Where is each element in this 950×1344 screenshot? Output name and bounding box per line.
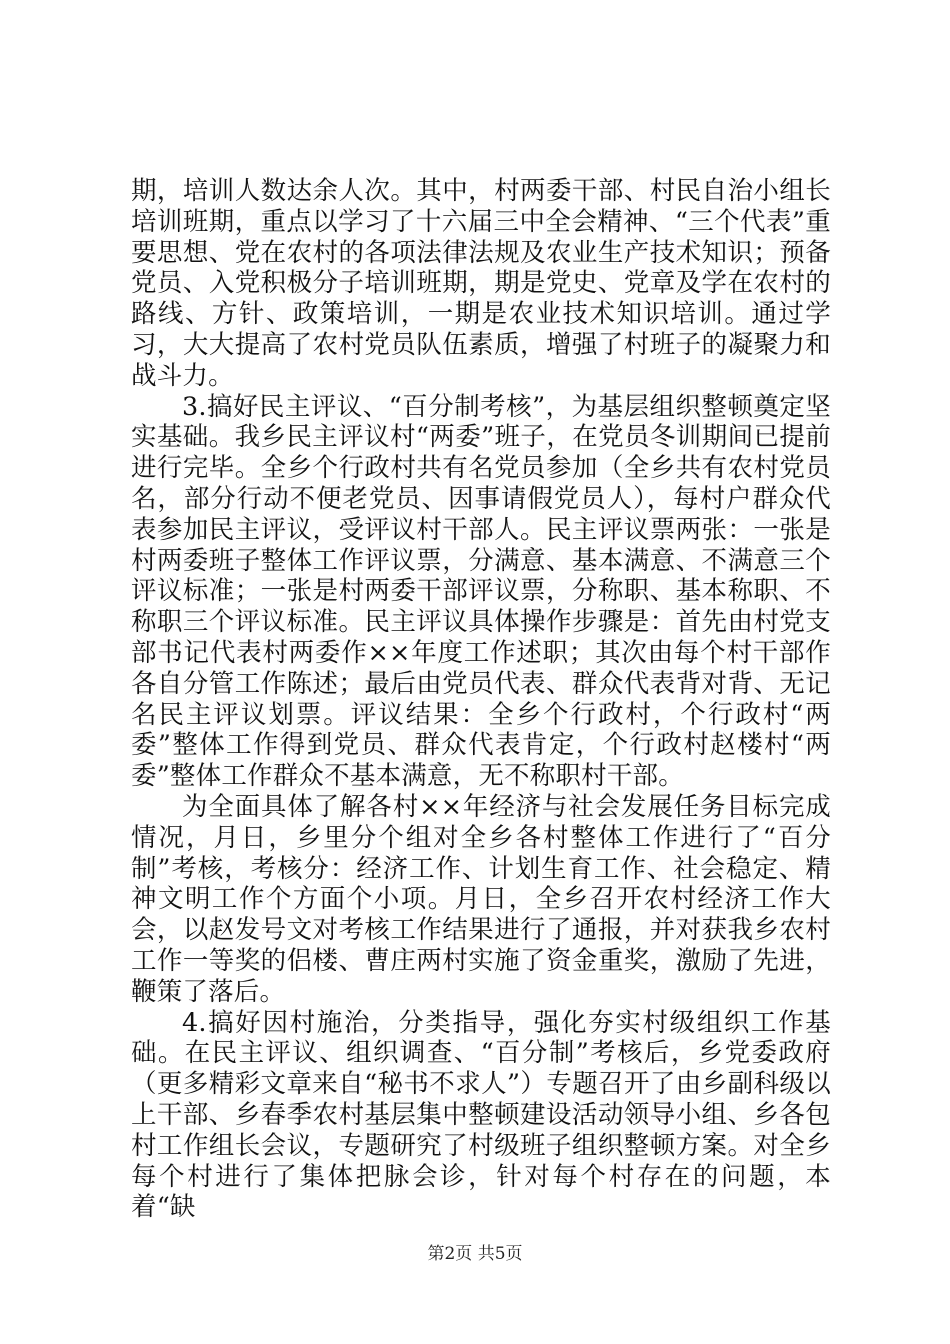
paragraph-democratic-evaluation: 3.搞好民主评议、“百分制考核”，为基层组织整顿奠定坚实基础。我乡民主评议村“两委”班子，在党员冬训期间已提前进行完毕。全乡个行政村共有名党员参加（全乡共有农村党员名，部分行动不便老党员、因事请假党员人），每村户群众代表参加民主评议，受评议村干部人。民主评议票两张：一张是村两委班子整体工作评议票，分满意、基本满意、不满意三个评议标准；一张是村两委干部评议票，分称职、基本称职、不称职三个评议标准。民主评议具体操作步骤是：首先由村党支部书记代表村两委作××年度工作述职；其次由每个村干部作各自分管工作陈述；最后由党员代表、群众代表背对背、无记名民主评议划票。评议结果：全乡个行政村，个行政村“两委”整体工作得到党员、群众代表肯定，个行政村赵楼村“两委”整体工作群众不基本满意，无不称职村干部。	[131, 391, 831, 792]
page-footer: 第2页 共5页	[427, 1244, 523, 1264]
document-body	[131, 176, 831, 1223]
paragraph-training: 期，培训人数达余人次。其中，村两委干部、村民自治小组长培训班期，重点以学习了十六届三中全会精神、“三个代表”重要思想、党在农村的各项法律法规及农业生产技术知识；预备党员、入党积极分子培训班期，期是党史、党章及学在农村的路线、方针、政策培训，一期是农业技术知识培训。通过学习，大大提高了农村党员队伍素质，增强了村班子的凝聚力和战斗力。	[131, 176, 831, 391]
paragraph-village-governance: 4.搞好因村施治，分类指导，强化夯实村级组织工作基础。在民主评议、组织调查、“百分制”考核后，乡党委政府（更多精彩文章来自“秘书不求人”）专题召开了由乡副科级以上干部、乡春季农村基层集中整顿建设活动领导小组、乡各包村工作组长会议，专题研究了村级班子组织整顿方案。对全乡每个村进行了集体把脉会诊，针对每个村存在的问题，本着“缺	[131, 1007, 831, 1223]
paragraph-percentage-assessment: 为全面具体了解各村××年经济与社会发展任务目标完成情况，月日，乡里分个组对全乡各村整体工作进行了“百分制”考核，考核分：经济工作、计划生育工作、社会稳定、精神文明工作个方面个小项。月日，全乡召开农村经济工作大会，以赵发号文对考核工作结果进行了通报，并对获我乡农村工作一等奖的侣楼、曹庄两村实施了资金重奖，激励了先进，鞭策了落后。	[131, 791, 831, 1007]
